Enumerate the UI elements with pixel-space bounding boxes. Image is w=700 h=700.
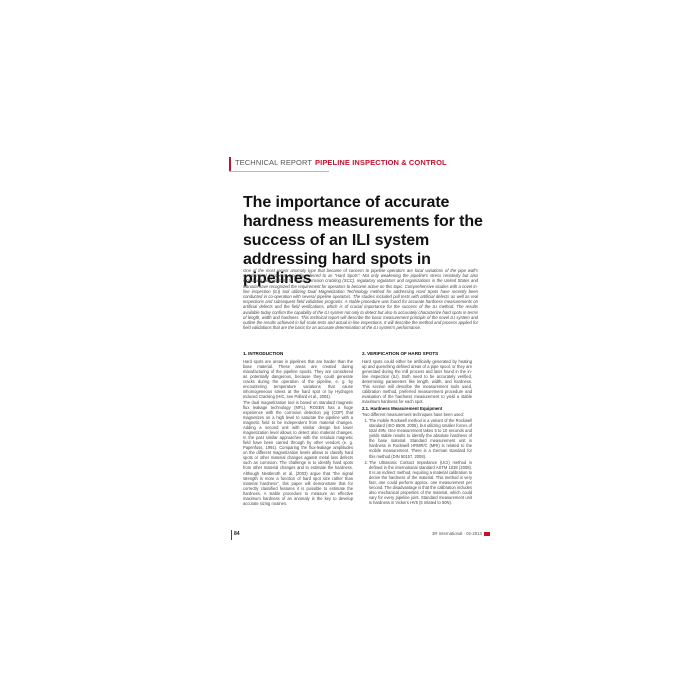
article-abstract: One of the most recent anomaly type that became of concern to pipeline operators are local variations of the pipe wall's metallurgical hardness, typically referred to as "Hard Spots". Not only weakening the pipeline's stress resistivity but also increasing susceptibility to stress corrosion cracking (SCC), regulatory regulators and organizations in the United States and Canada have recognized the requirement for operators to become active on this topic. Comprehensive studies with a novel in-line inspection (ILI) tool utilizing Dual Magnetization Technology method for addressing Hard Spots have recently been conducted in co-operation with several pipeline operators. The studies included pull tests with artificial defects as well as real inspections and subsequent field validation programs. A stable procedure was found for accurate hardness measurements on artificial defects and the field verifications, which is of crucial importance for the success of the ILI method. The results available today confirm the capability of the ILI system not only to detect but also to accurately characterize hard spots in terms of length, width and hardness. This technical report will describe the basic measurement principle of the novel ILI system and outline the results achieved in full scale tests and actual in-line inspections. It will describe the method and process applied for field validations that are the basis for an accurate determination of the ILI system's performance. (243, 268, 478, 331)
introduction-heading: 1. INTRODUCTION (243, 351, 284, 356)
page-number: 84 (234, 531, 240, 537)
left-column (243, 351, 353, 507)
verification-heading: 2. VERIFICATION OF HARD SPOTS (362, 351, 439, 356)
right-column (362, 351, 472, 506)
header-category: TECHNICAL REPORT (235, 158, 313, 167)
list-item: 1. The mobile Rockwell method is a variant of the Rockwell standard (ISO 6508, 2005), but utilizing smaller forces of total 49N. One measurement takes 5 to 10 seconds and yields stable results to identify the absolute hardness of the base material. Standard measurement unit is hardness in Rockwell HRMR/C (MRI) is related to the mobile measurement. There is a German standard for this method (DIN 50157, 2008). (369, 418, 472, 458)
body-paragraph: The dual magnetization tool is based on standard magnetic flux leakage technology (MFL). ROSEN has a huge experience with the corrosion detection pig (CDP) that magnetizes on a high level to saturate the pipeline with a magnetic field to be independent from material changes. Adding a second unit with similar design but lower magnetization level allows to detect also material changes. In the past similar approaches with the residual magnetic field have been carried through by other vendors (e. g. Papenfuss, 1991). Comparing the flux-leakage amplitudes on the different magnetization levels allows to classify hard spots or other material changes against metal loss defects such as corrosion. The challenge is to identify hard spots from other material changes and to estimate the hardness. Although Nestleroth et al. (2003) argue that "the signal strength is more a function of hard spot size rather than material hardness", this paper will demonstrate that for correctly classified features it is possible to estimate the hardness. A stable procedure to measure an effective maximum hardness of an anomaly is the key to develop accurate sizing routines. (243, 399, 353, 506)
publisher-logo-icon (484, 532, 490, 536)
header-label (235, 158, 447, 167)
equipment-intro: Two different measurement techniques have been used: (362, 412, 464, 418)
article-title: The importance of accurate hardness measurements for the success of an ILI system addressing hard spots in pipelines (243, 194, 483, 287)
body-paragraph: Hard spots could either be artificially generated by heating up and quenching defined areas of a pipe spool, or they are generated during the mill process and later found in the in-line inspection (ILI). Both need to be accurately verified, determining parameters like length, width, and hardness. This section will describe the measurement tools used, calibration method, preferred measurement procedure and evaluation of the hardness measurement to yield a stable maximum hardness for each spot. (362, 358, 472, 404)
body-paragraph: Hard spots are areas in pipelines that are harder than the base material. These areas are created during manufacturing of the pipeline spools. They are considered as potentially dangerous, because they could generate cracks during the operation of the pipeline, e. g. by encountering temperature variations that cause inhomogeneous stress at the hard spot or by Hydrogen Induced Cracking (HIC, see Pollard et al., 2004). (243, 358, 353, 399)
equipment-subheading: 2.1. Hardness Measurement Equipment (362, 405, 443, 411)
technique-list (362, 418, 472, 505)
journal-footer (432, 531, 490, 536)
page-number-bar (231, 530, 232, 540)
list-item: 2. The Ultrasonic Contact Impedance (UCI) method is defined in the international standard ASTM 1038 (2008). It is an indirect method, requiring a material calibration to derive the hardness of the material. This method is very fast, one could perform approx. one measurement per second. The disadvantage is that the calibration includes also mechanical properties of the material, which could vary for every pipeline joint. Standard measurement unit is hardness in Vickers HV5 (5 related to 50N). (369, 460, 472, 505)
header-subcategory: PIPELINE INSPECTION & CONTROL (315, 158, 447, 167)
journal-name: 3R International · 02-2013 (432, 531, 482, 536)
header-underline (229, 171, 329, 172)
header-accent-bar (229, 157, 231, 171)
